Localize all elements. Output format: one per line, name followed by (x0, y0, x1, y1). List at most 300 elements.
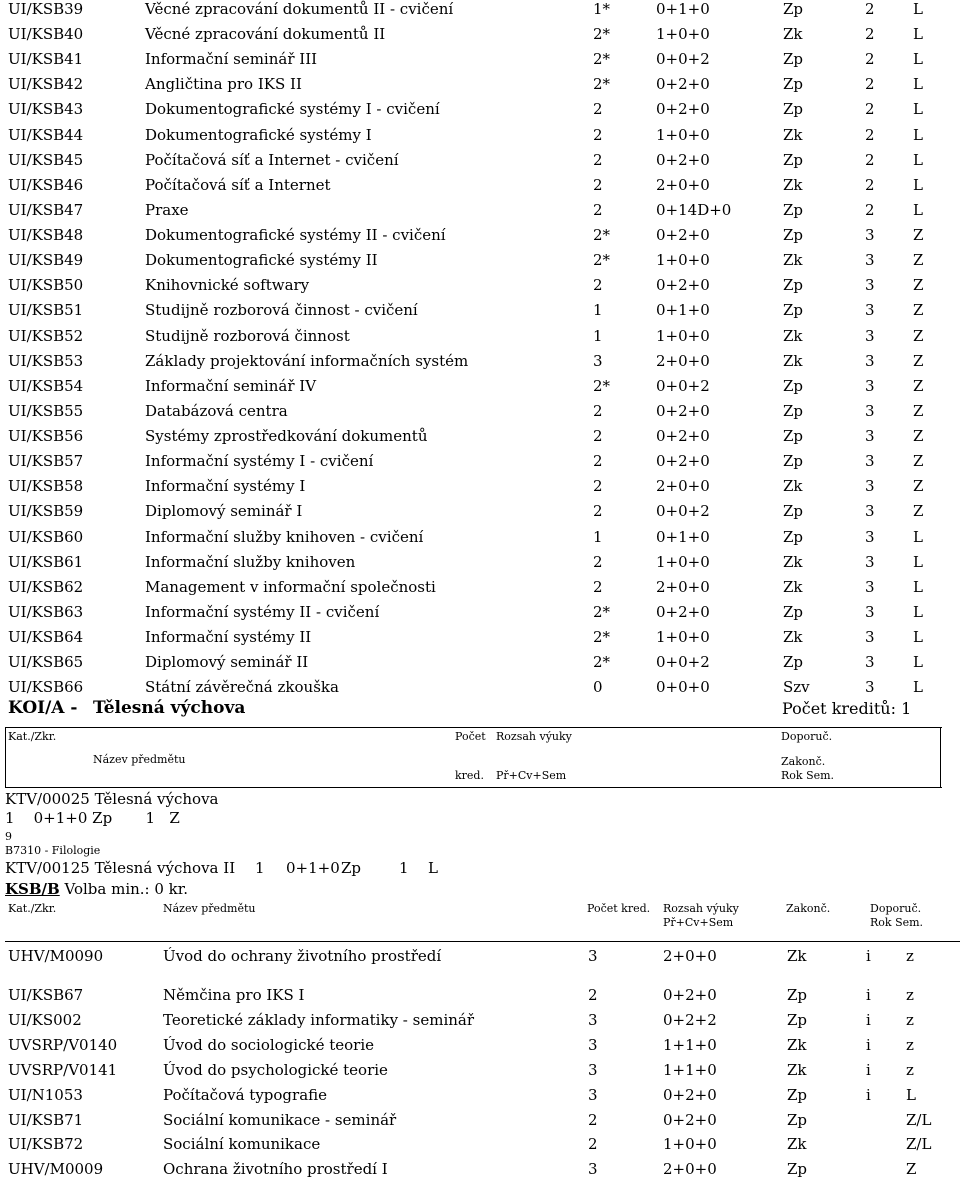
cell-name: Sociální komunikace (163, 1135, 321, 1154)
cell-name: Diplomový seminář I (145, 502, 303, 521)
header-kred: kred. (455, 769, 484, 782)
cell-code: UI/KSB66 (8, 678, 84, 697)
cell-credits: 3 (588, 1085, 598, 1104)
cell-completion: Zk (787, 1135, 807, 1154)
cell-year: 3 (865, 678, 875, 697)
cell-name: Knihovnické softwary (145, 276, 310, 295)
cell-credits: 3 (588, 1010, 598, 1029)
cell-year: 3 (865, 276, 875, 295)
table-row (0, 424, 960, 448)
header2-nazev: Název předmětu (163, 902, 256, 915)
cell-name: Informační systémy I - cvičení (145, 452, 374, 471)
table-row (0, 47, 960, 71)
cell-range: 2+0+0 (656, 175, 710, 194)
cell-range: 0+2+0 (656, 150, 710, 169)
table-row (0, 550, 960, 574)
cell-name: Studijně rozborová činnost (145, 326, 350, 345)
cell-year: i (866, 1035, 871, 1054)
cell-code: UI/KSB50 (8, 276, 84, 295)
cell-code: UI/KSB71 (8, 1110, 84, 1129)
cell-completion: Zp (783, 226, 804, 245)
cell-credits: 3 (593, 351, 603, 370)
cell-name: Dokumentografické systémy II (145, 251, 378, 270)
cell-credits: 2* (593, 50, 611, 69)
cell-name: Teoretické základy informatiky - seminář (163, 1010, 475, 1029)
cell-year: i (866, 1060, 871, 1079)
cell-code: UI/KSB57 (8, 452, 84, 471)
cell-year: 3 (865, 628, 875, 646)
cell-completion: Szv (783, 678, 810, 697)
cell-range: 2+0+0 (656, 477, 710, 496)
cell-name: Úvod do psychologické teorie (163, 1060, 388, 1079)
cell-year: i (866, 1085, 871, 1104)
cell-year: 2 (865, 200, 875, 219)
cell-semester: Z (913, 477, 924, 496)
cell-credits: 2 (593, 175, 603, 194)
cell-semester: L (913, 100, 923, 119)
table-row (0, 600, 960, 624)
cell-code: UI/KSB60 (8, 527, 84, 546)
cell-completion: Zp (783, 100, 804, 119)
cell-name: Počítačová síť a Internet (145, 175, 331, 194)
cell-completion: Zk (783, 326, 803, 345)
cell-year: 3 (865, 251, 875, 270)
cell-code: UI/KSB65 (8, 653, 84, 672)
table-row (0, 72, 960, 96)
cell-range: 1+0+0 (656, 552, 710, 571)
ktv-course-2-credits: 1 (255, 859, 265, 877)
cell-year: 3 (865, 376, 875, 395)
header-roksem: Rok Sem. (781, 769, 835, 782)
cell-credits: 2 (593, 401, 603, 420)
cell-year: i (866, 1010, 871, 1029)
cell-completion: Zk (787, 1035, 807, 1054)
table-row (0, 349, 960, 373)
cell-completion: Zp (787, 1010, 808, 1029)
cell-range: 0+2+0 (656, 401, 710, 420)
cell-code: UVSRP/V0141 (8, 1060, 118, 1079)
cell-year: 3 (865, 502, 875, 521)
cell-code: UI/KSB44 (8, 125, 84, 144)
table-row (0, 248, 960, 272)
cell-semester: Z (906, 1160, 917, 1179)
cell-name: Informační služby knihoven (145, 552, 356, 571)
table-row (0, 499, 960, 523)
cell-year: 2 (865, 50, 875, 69)
cell-semester: L (906, 1085, 916, 1104)
cell-range: 0+2+0 (663, 986, 717, 1004)
cell-range: 2+0+0 (663, 1160, 717, 1179)
cell-completion: Zp (787, 1085, 808, 1104)
cell-code: UI/KSB46 (8, 175, 84, 194)
cell-semester: Z (913, 376, 924, 395)
cell-completion: Zp (783, 200, 804, 219)
cell-year: 3 (865, 577, 875, 596)
header-rozsah: Rozsah výuky (496, 730, 572, 743)
header-doporuc: Doporuč. (781, 730, 833, 743)
cell-semester: L (913, 552, 923, 571)
cell-code: UVSRP/V0140 (8, 1035, 118, 1054)
cell-range: 1+0+0 (663, 1135, 717, 1154)
cell-credits: 3 (588, 1160, 598, 1179)
header-nazev: Název předmětu (93, 753, 186, 766)
cell-range: 0+0+0 (656, 678, 710, 697)
table-row (0, 1108, 960, 1132)
table-row (0, 675, 960, 699)
cell-credits: 2 (593, 200, 603, 219)
cell-name: Základy projektování informačních systém (145, 351, 469, 370)
ktv-course-2-year: 1 (399, 859, 409, 877)
cell-completion: Zk (783, 552, 803, 571)
cell-completion: Zp (783, 401, 804, 420)
cell-range: 0+1+0 (656, 301, 710, 320)
table-row (0, 1033, 960, 1057)
cell-completion: Zk (783, 251, 803, 270)
cell-credits: 1* (593, 0, 611, 18)
cell-code: UI/KSB40 (8, 25, 84, 44)
cell-code: UI/KSB54 (8, 376, 84, 395)
cell-completion: Zk (783, 477, 803, 496)
cell-range: 0+2+0 (656, 276, 710, 295)
cell-completion: Zk (783, 577, 803, 596)
cell-credits: 2* (593, 226, 611, 245)
cell-code: UI/KSB72 (8, 1135, 84, 1154)
cell-completion: Zp (787, 986, 808, 1004)
cell-completion: Zk (783, 25, 803, 44)
cell-credits: 1 (593, 527, 603, 546)
cell-year: 2 (865, 175, 875, 194)
cell-credits: 2 (593, 100, 603, 119)
cell-semester: L (913, 577, 923, 596)
cell-semester: L (913, 125, 923, 144)
cell-semester: L (913, 150, 923, 169)
cell-credits: 2 (593, 452, 603, 471)
cell-range: 0+1+0 (656, 0, 710, 18)
cell-range: 0+2+0 (663, 1085, 717, 1104)
ktv-course-1-details: 1 0+1+0 Zp 1 Z (5, 809, 180, 827)
table-row (0, 374, 960, 398)
header2-roksem: Rok Sem. (870, 916, 924, 929)
cell-semester: L (913, 527, 923, 546)
cell-semester: z (906, 1010, 914, 1029)
cell-completion: Zk (783, 351, 803, 370)
cell-semester: Z (913, 502, 924, 521)
cell-code: UI/KSB51 (8, 301, 84, 320)
cell-name: Systémy zprostředkování dokumentů (145, 427, 428, 446)
cell-year: 3 (865, 477, 875, 496)
cell-semester: Z (913, 251, 924, 270)
cell-range: 0+2+0 (656, 602, 710, 621)
cell-completion: Zp (783, 502, 804, 521)
cell-code: UI/N1053 (8, 1085, 83, 1104)
cell-year: 3 (865, 401, 875, 420)
cell-semester: Z (913, 351, 924, 370)
table-row (0, 123, 960, 147)
cell-credits: 2 (588, 986, 598, 1004)
cell-semester: Z (913, 427, 924, 446)
cell-semester: z (906, 1060, 914, 1079)
cell-name: Dokumentografické systémy I - cvičení (145, 100, 440, 119)
cell-year: 3 (865, 427, 875, 446)
cell-semester: Z (913, 452, 924, 471)
cell-credits: 2* (593, 602, 611, 621)
cell-year: 2 (865, 0, 875, 18)
ksb-section-code: KSB/B (5, 880, 60, 898)
cell-semester: L (913, 50, 923, 69)
cell-semester: Z/L (906, 1135, 932, 1154)
cell-year: 3 (865, 552, 875, 571)
cell-completion: Zp (783, 50, 804, 69)
table-row (0, 1157, 960, 1181)
cell-code: UI/KSB53 (8, 351, 84, 370)
cell-credits: 2* (593, 75, 611, 94)
cell-code: UI/KSB45 (8, 150, 84, 169)
cell-name: Management v informační společnosti (145, 577, 436, 596)
cell-name: Informační systémy II (145, 628, 312, 646)
cell-name: Věcné zpracování dokumentů II - cvičení (145, 0, 454, 18)
header-prcvsem: Př+Cv+Sem (496, 769, 567, 782)
cell-completion: Zp (787, 1110, 808, 1129)
cell-semester: Z (913, 226, 924, 245)
header-kat: Kat./Zkr. (8, 730, 57, 743)
cell-completion: Zp (783, 602, 804, 621)
header-pocet: Počet (455, 730, 486, 743)
cell-name: Informační systémy II - cvičení (145, 602, 380, 621)
cell-semester: Z (913, 401, 924, 420)
cell-code: UHV/M0090 (8, 947, 104, 965)
cell-range: 0+2+2 (663, 1010, 717, 1029)
cell-year: i (866, 986, 871, 1004)
cell-completion: Zp (783, 527, 804, 546)
cell-code: UI/KSB42 (8, 75, 84, 94)
cell-completion: Zp (783, 75, 804, 94)
header-zakonc: Zakonč. (781, 755, 826, 768)
section-code-koi: KOI/A - (8, 698, 78, 718)
cell-code: UI/KSB43 (8, 100, 84, 119)
cell-year: 3 (865, 602, 875, 621)
cell-semester: L (913, 75, 923, 94)
cell-credits: 3 (588, 947, 598, 965)
cell-code: UI/KS002 (8, 1010, 82, 1029)
header2-pocet: Počet kred. (587, 902, 651, 915)
cell-range: 1+0+0 (656, 125, 710, 144)
cell-range: 0+2+0 (656, 75, 710, 94)
cell-credits: 2* (593, 376, 611, 395)
cell-year: 2 (865, 125, 875, 144)
cell-credits: 2 (593, 477, 603, 496)
cell-name: Informační seminář IV (145, 376, 317, 395)
cell-range: 1+1+0 (663, 1060, 717, 1079)
cell-credits: 1 (593, 301, 603, 320)
cell-semester: L (913, 628, 923, 646)
header2-kat: Kat./Zkr. (8, 902, 57, 915)
cell-name: Úvod do sociologické teorie (163, 1035, 375, 1054)
table-row (0, 22, 960, 46)
cell-semester: L (913, 678, 923, 697)
cell-code: UI/KSB58 (8, 477, 84, 496)
cell-year: 3 (865, 653, 875, 672)
cell-year: i (866, 947, 871, 965)
cell-code: UI/KSB49 (8, 251, 84, 270)
table-row (0, 625, 960, 649)
cell-credits: 3 (588, 1060, 598, 1079)
cell-name: Informační služby knihoven - cvičení (145, 527, 424, 546)
cell-semester: L (913, 175, 923, 194)
cell-completion: Zp (783, 427, 804, 446)
cell-range: 0+0+2 (656, 653, 710, 672)
cell-range: 1+1+0 (663, 1035, 717, 1054)
cell-code: UI/KSB39 (8, 0, 84, 18)
cell-completion: Zp (783, 376, 804, 395)
header2-rozsah: Rozsah výuky (663, 902, 739, 915)
cell-year: 2 (865, 25, 875, 44)
header2-prcvsem: Př+Cv+Sem (663, 916, 734, 929)
cell-range: 2+0+0 (656, 577, 710, 596)
ktv-course-2-semester: L (428, 859, 438, 877)
cell-year: 3 (865, 226, 875, 245)
ktv-course-2-completion: Zp (341, 859, 362, 877)
cell-semester: L (913, 200, 923, 219)
cell-completion: Zp (783, 150, 804, 169)
cell-credits: 2* (593, 25, 611, 44)
cell-completion: Zp (783, 301, 804, 320)
cell-code: UI/KSB61 (8, 552, 84, 571)
cell-year: 2 (865, 75, 875, 94)
cell-completion: Zk (783, 175, 803, 194)
cell-completion: Zk (783, 628, 803, 646)
cell-semester: z (906, 947, 914, 965)
cell-semester: Z (913, 326, 924, 345)
cell-range: 0+1+0 (656, 527, 710, 546)
cell-range: 1+0+0 (656, 25, 710, 44)
table-row (0, 198, 960, 222)
cell-name: Informační seminář III (145, 50, 318, 69)
ktv-course-2-name: KTV/00125 Tělesná výchova II (5, 859, 236, 877)
table-row (0, 399, 960, 423)
cell-year: 3 (865, 326, 875, 345)
cell-code: UI/KSB63 (8, 602, 84, 621)
table-row (0, 474, 960, 498)
cell-range: 0+2+0 (656, 452, 710, 471)
cell-semester: L (913, 653, 923, 672)
cell-semester: L (913, 0, 923, 18)
table-row (0, 449, 960, 473)
table-row (0, 1083, 960, 1107)
cell-completion: Zp (783, 653, 804, 672)
cell-completion: Zp (787, 1160, 808, 1179)
cell-semester: L (913, 602, 923, 621)
cell-credits: 2* (593, 653, 611, 672)
cell-code: UI/KSB41 (8, 50, 84, 69)
cell-credits: 2 (593, 552, 603, 571)
table-row (0, 148, 960, 172)
ktv-course-1: KTV/00025 Tělesná výchova (5, 790, 219, 808)
table-row (0, 1132, 960, 1156)
table-row (0, 298, 960, 322)
cell-semester: Z/L (906, 1110, 932, 1129)
ksb-section (5, 880, 188, 898)
cell-name: Praxe (145, 200, 189, 219)
cell-semester: L (913, 25, 923, 44)
cell-name: Sociální komunikace - seminář (163, 1110, 397, 1129)
cell-code: UI/KSB52 (8, 326, 84, 345)
cell-code: UI/KSB48 (8, 226, 84, 245)
cell-credits: 3 (588, 1035, 598, 1054)
cell-range: 0+0+2 (656, 50, 710, 69)
ktv-course-2-range: 0+1+0 (286, 859, 340, 877)
cell-name: Státní závěrečná zkouška (145, 678, 339, 697)
cell-year: 3 (865, 452, 875, 471)
cell-credits: 0 (593, 678, 603, 697)
cell-completion: Zk (787, 1060, 807, 1079)
table-row (0, 173, 960, 197)
cell-range: 0+2+0 (656, 100, 710, 119)
cell-completion: Zk (783, 125, 803, 144)
table-row (0, 0, 960, 21)
cell-range: 1+0+0 (656, 628, 710, 646)
cell-code: UHV/M0009 (8, 1160, 104, 1179)
cell-name: Angličtina pro IKS II (145, 75, 302, 94)
cell-credits: 2 (593, 276, 603, 295)
cell-credits: 2* (593, 251, 611, 270)
cell-name: Počítačová síť a Internet - cvičení (145, 150, 399, 169)
cell-year: 3 (865, 527, 875, 546)
cell-year: 3 (865, 301, 875, 320)
cell-range: 2+0+0 (663, 947, 717, 965)
cell-name: Ochrana životního prostředí I (163, 1160, 388, 1179)
cell-code: UI/KSB56 (8, 427, 84, 446)
table-row (0, 1058, 960, 1082)
cell-name: Věcné zpracování dokumentů II (145, 25, 386, 44)
header2-zakonc: Zakonč. (786, 902, 831, 915)
table-row (0, 650, 960, 674)
cell-range: 0+2+0 (656, 427, 710, 446)
table-row (0, 273, 960, 297)
cell-completion: Zk (787, 947, 807, 965)
section-title-telesna: Tělesná výchova (93, 698, 246, 718)
cell-code: UI/KSB67 (8, 986, 84, 1004)
cell-code: UI/KSB47 (8, 200, 84, 219)
cell-credits: 1 (593, 326, 603, 345)
cell-credits: 2 (588, 1135, 598, 1154)
cell-name: Databázová centra (145, 401, 288, 420)
cell-name: Studijně rozborová činnost - cvičení (145, 301, 418, 320)
cell-name: Dokumentografické systémy II - cvičení (145, 226, 446, 245)
cell-name: Počítačová typografie (163, 1085, 328, 1104)
study-program: B7310 - Filologie (5, 844, 101, 857)
cell-name: Úvod do ochrany životního prostředí (163, 947, 442, 965)
cell-semester: Z (913, 301, 924, 320)
cell-year: 2 (865, 100, 875, 119)
cell-credits: 2 (593, 502, 603, 521)
cell-credits: 2* (593, 628, 611, 646)
cell-credits: 2 (593, 150, 603, 169)
cell-range: 0+2+0 (656, 226, 710, 245)
cell-name: Informační systémy I (145, 477, 306, 496)
cell-name: Němčina pro IKS I (163, 986, 305, 1004)
cell-code: UI/KSB62 (8, 577, 84, 596)
table-row (0, 1008, 960, 1032)
table-row (0, 97, 960, 121)
cell-code: UI/KSB59 (8, 502, 84, 521)
cell-range: 0+14D+0 (656, 200, 732, 219)
cell-completion: Zp (783, 452, 804, 471)
cell-credits: 2 (588, 1110, 598, 1129)
page-number: 9 (5, 830, 12, 843)
cell-semester: Z (913, 276, 924, 295)
cell-credits: 2 (593, 577, 603, 596)
cell-semester: z (906, 986, 914, 1004)
